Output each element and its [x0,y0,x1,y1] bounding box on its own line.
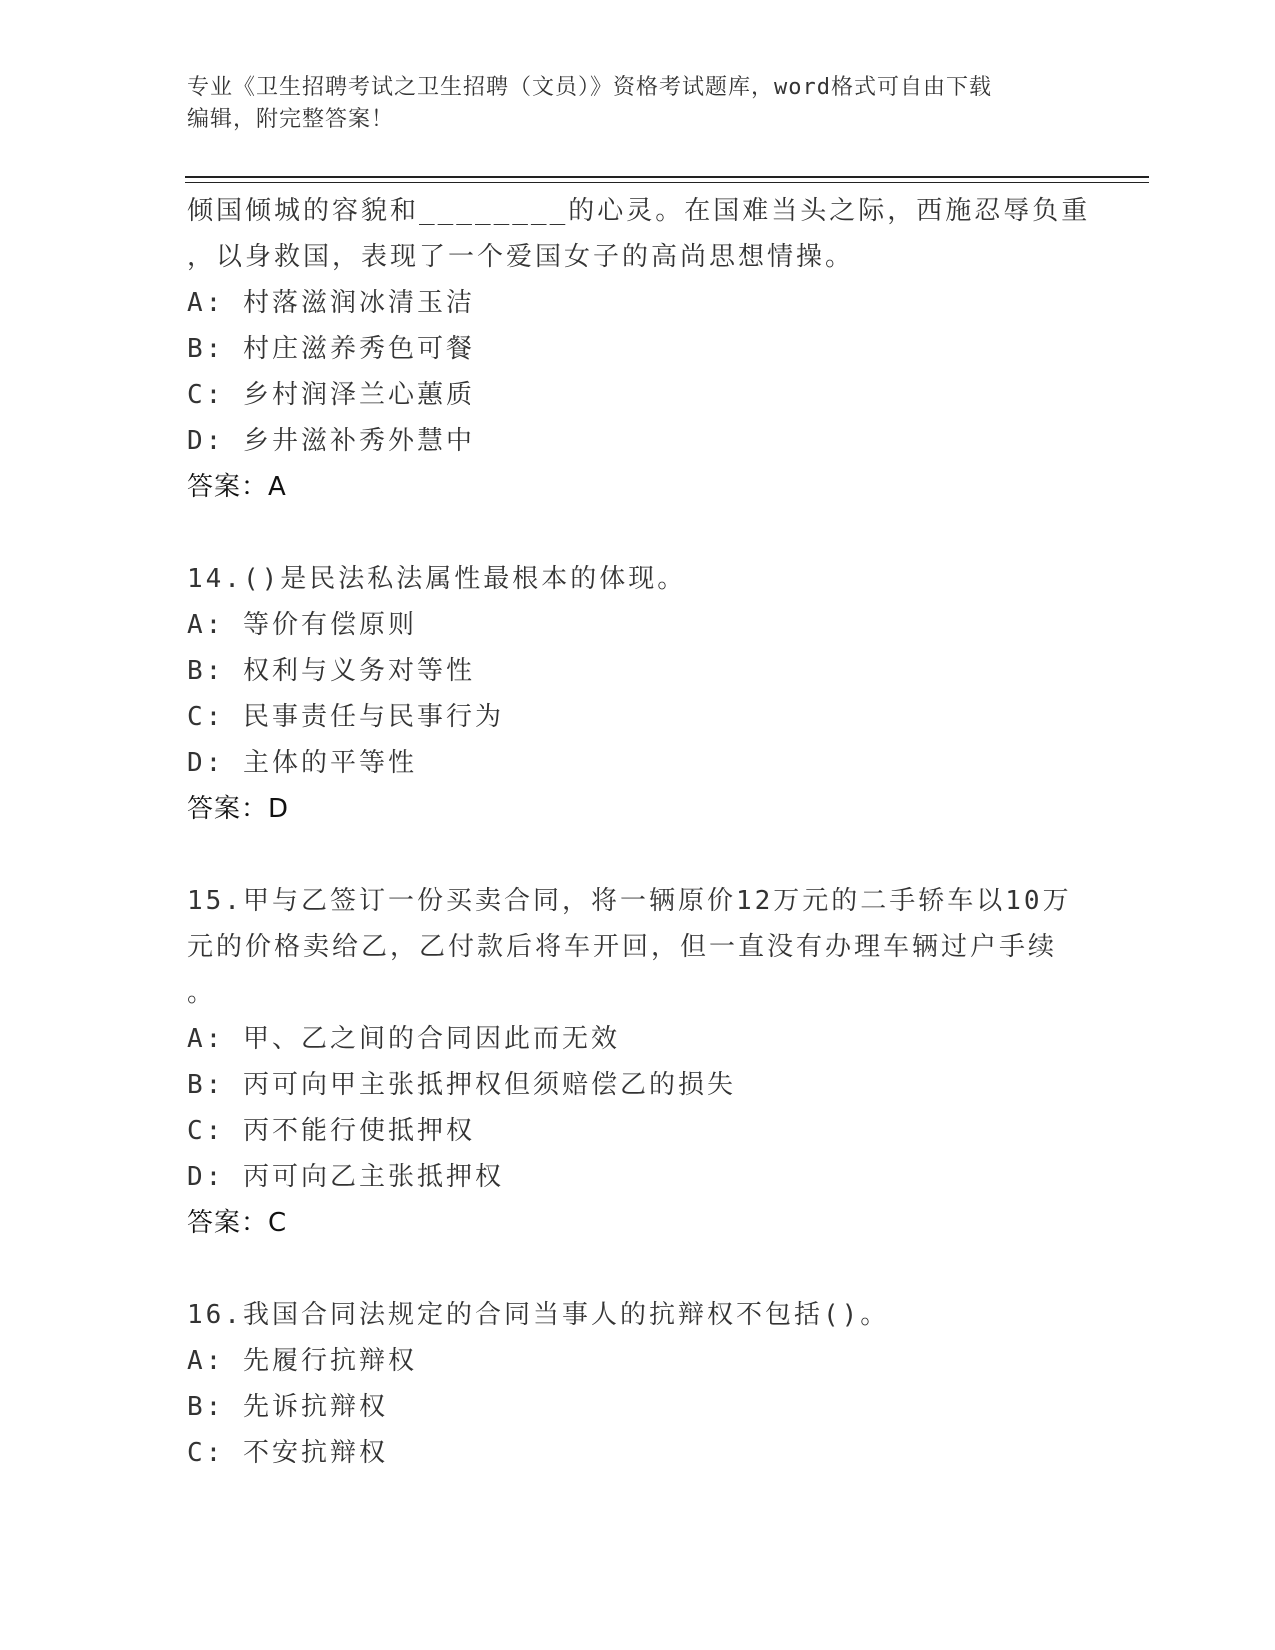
question-15-text-line-1: 15.甲与乙签订一份买卖合同，将一辆原价12万元的二手轿车以10万 [187,886,1072,916]
question-14-answer: 答案：D [187,794,290,824]
question-15-option-a: A: 甲、乙之间的合同因此而无效 [187,1024,620,1054]
spacer [187,510,1087,556]
question-14-option-d: D: 主体的平等性 [187,748,417,778]
question-14-option-b: B: 权利与义务对等性 [187,656,475,686]
question-15-option-d: D: 丙可向乙主张抵押权 [187,1162,504,1192]
question-15-answer: 答案：C [187,1208,288,1238]
question-15-text-line-2: 元的价格卖给乙，乙付款后将车开回，但一直没有办理车辆过户手续 [187,932,1058,962]
header-line-1: 专业《卫生招聘考试之卫生招聘（文员）》资格考试题库，word格式可自由下载 [187,75,992,100]
spacer [187,832,1087,878]
question-13-option-a: A: 村落滋润冰清玉洁 [187,288,475,318]
document-header [187,72,1087,136]
question-14-option-a: A: 等价有偿原则 [187,610,417,640]
question-13-option-d: D: 乡井滋补秀外慧中 [187,426,475,456]
question-13-option-b: B: 村庄滋养秀色可餐 [187,334,475,364]
question-13-answer: 答案：A [187,472,287,502]
question-14-option-c: C: 民事责任与民事行为 [187,702,504,732]
spacer [187,1246,1087,1292]
question-13-text-line-2: ，以身救国，表现了一个爱国女子的高尚思想情操。 [187,242,855,272]
question-14-text-line-1: 14.()是民法私法属性最根本的体现。 [187,564,687,594]
question-13 [187,188,1091,510]
question-16 [187,1292,1087,1476]
header-divider-thin [185,182,1149,183]
question-15-option-c: C: 丙不能行使抵押权 [187,1116,475,1146]
header-line-2: 编辑，附完整答案！ [187,107,395,132]
question-16-option-c: C: 不安抗辩权 [187,1438,388,1468]
question-list [187,188,1091,1476]
header-divider-thick [185,176,1149,178]
question-13-option-c: C: 乡村润泽兰心蕙质 [187,380,475,410]
question-13-text-line-1: 倾国倾城的容貌和________的心灵。在国难当头之际，西施忍辱负重 [187,196,1091,226]
question-14 [187,556,1087,832]
question-16-option-a: A: 先履行抗辩权 [187,1346,417,1376]
question-15-text-line-3: 。 [187,978,217,1008]
question-16-option-b: B: 先诉抗辩权 [187,1392,388,1422]
question-15 [187,878,1087,1246]
question-16-text-line-1: 16.我国合同法规定的合同当事人的抗辩权不包括()。 [187,1300,890,1330]
question-15-option-b: B: 丙可向甲主张抵押权但须赔偿乙的损失 [187,1070,736,1100]
